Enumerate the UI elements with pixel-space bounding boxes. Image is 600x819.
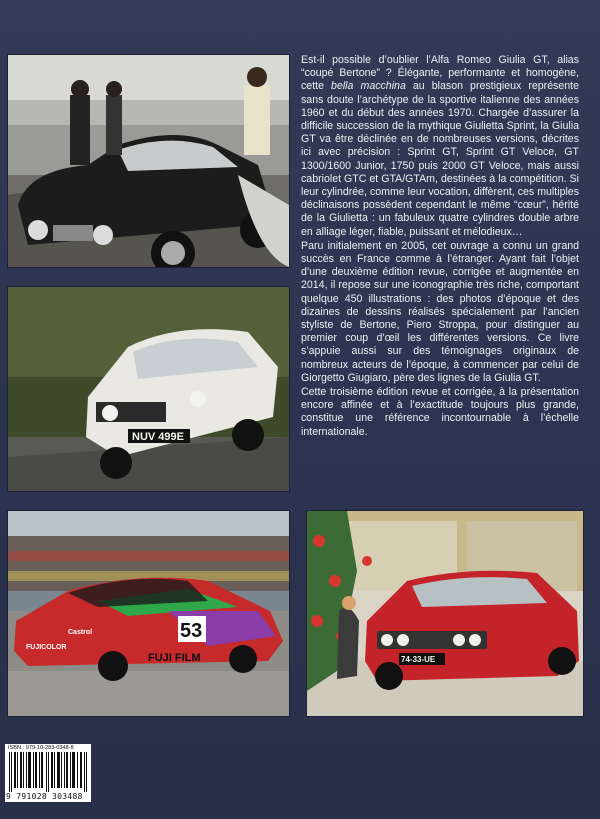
photo3-sponsor-fujifilm: FUJI FILM <box>148 652 201 664</box>
photo3-sponsor-castrol: Castrol <box>68 629 93 636</box>
photo-red-giulia-with-flowers <box>306 510 584 717</box>
photo-black-giulia-with-models <box>7 54 290 268</box>
paragraph-3: Cette troisième édition revue et corrigée, à la présentation encore affinée et à l’exactitude toujours plus grande, constitue une référence incontournable à l’échelle internationale. <box>301 386 579 438</box>
paragraph-1 <box>301 54 579 239</box>
paragraph-2: Paru initialement en 2005, cet ouvrage a connu un grand succès en France comme à l’étranger. Ayant fait l’objet d’une deuxième édition revue, corrigée et augmentée en 2014, il repose sur une iconographie très riche, comportant quelque 450 illustrations : des photos d’époque et des dizaines de dessins réalisés spécialement par l’ancien styliste de Bertone, Piero Stroppa, pour distinguer au premier coup d’œil les différentes versions. Ce livre s’appuie aussi sur des témoignages originaux de nombreux acteurs de l’époque, à commencer par celui de Giorgetto Giugiaro, père des lignes de la Giulia GT. <box>301 239 579 384</box>
paragraph-1-part-b: au blason prestigieux représente sans doute l’archétype de la sportive italienne des années 1960 et du début des années 1970. Chargée d’assurer la difficile succession de la mythique Giulietta Sprint, la Giulia GT va être déclinée en de nombreuses versions, décrites ici avec précision : Sprint GT, Sprint GT Veloce, GT 1300/1600 Junior, 1750 puis 2000 GT Veloce, mais aussi cabriolet GTC et GTA/GTAm, destinées à la compétition. Si leur cylindrée, comme leur vocation, diffèrent, ces multiples déclinaisons possèdent cependant le même “cœur”, hérité de la Giulietta : un fabuleux quatre cylindres double arbre en alliage léger, fiable, puissant et mélodieux… <box>301 80 579 238</box>
barcode-digits: 9 791028 303488 <box>6 792 83 801</box>
paragraph-1-part-a: Est-il possible d’oublier l’Alfa Romeo Giulia GT, alias “coupé Bertone” ? Élégante, performante et homogène, cette <box>301 54 579 93</box>
photo-fujifilm-race-giulia <box>7 510 290 717</box>
photo3-race-number: 53 <box>180 620 203 642</box>
barcode-bars <box>8 752 88 792</box>
paragraph-1-emphasis: bella macchina <box>331 80 406 93</box>
photo2-plate: NUV 499E <box>132 431 184 443</box>
photo4-plate: 74-33-UE <box>401 655 436 664</box>
isbn-barcode <box>5 744 91 802</box>
isbn-label: ISBN : 979-10-283-0348-8 <box>8 745 74 751</box>
photo3-sponsor-fujicolor: FUJICOLOR <box>26 644 67 651</box>
photo-white-giulia-cornering <box>7 286 290 492</box>
back-cover-text <box>301 54 579 440</box>
